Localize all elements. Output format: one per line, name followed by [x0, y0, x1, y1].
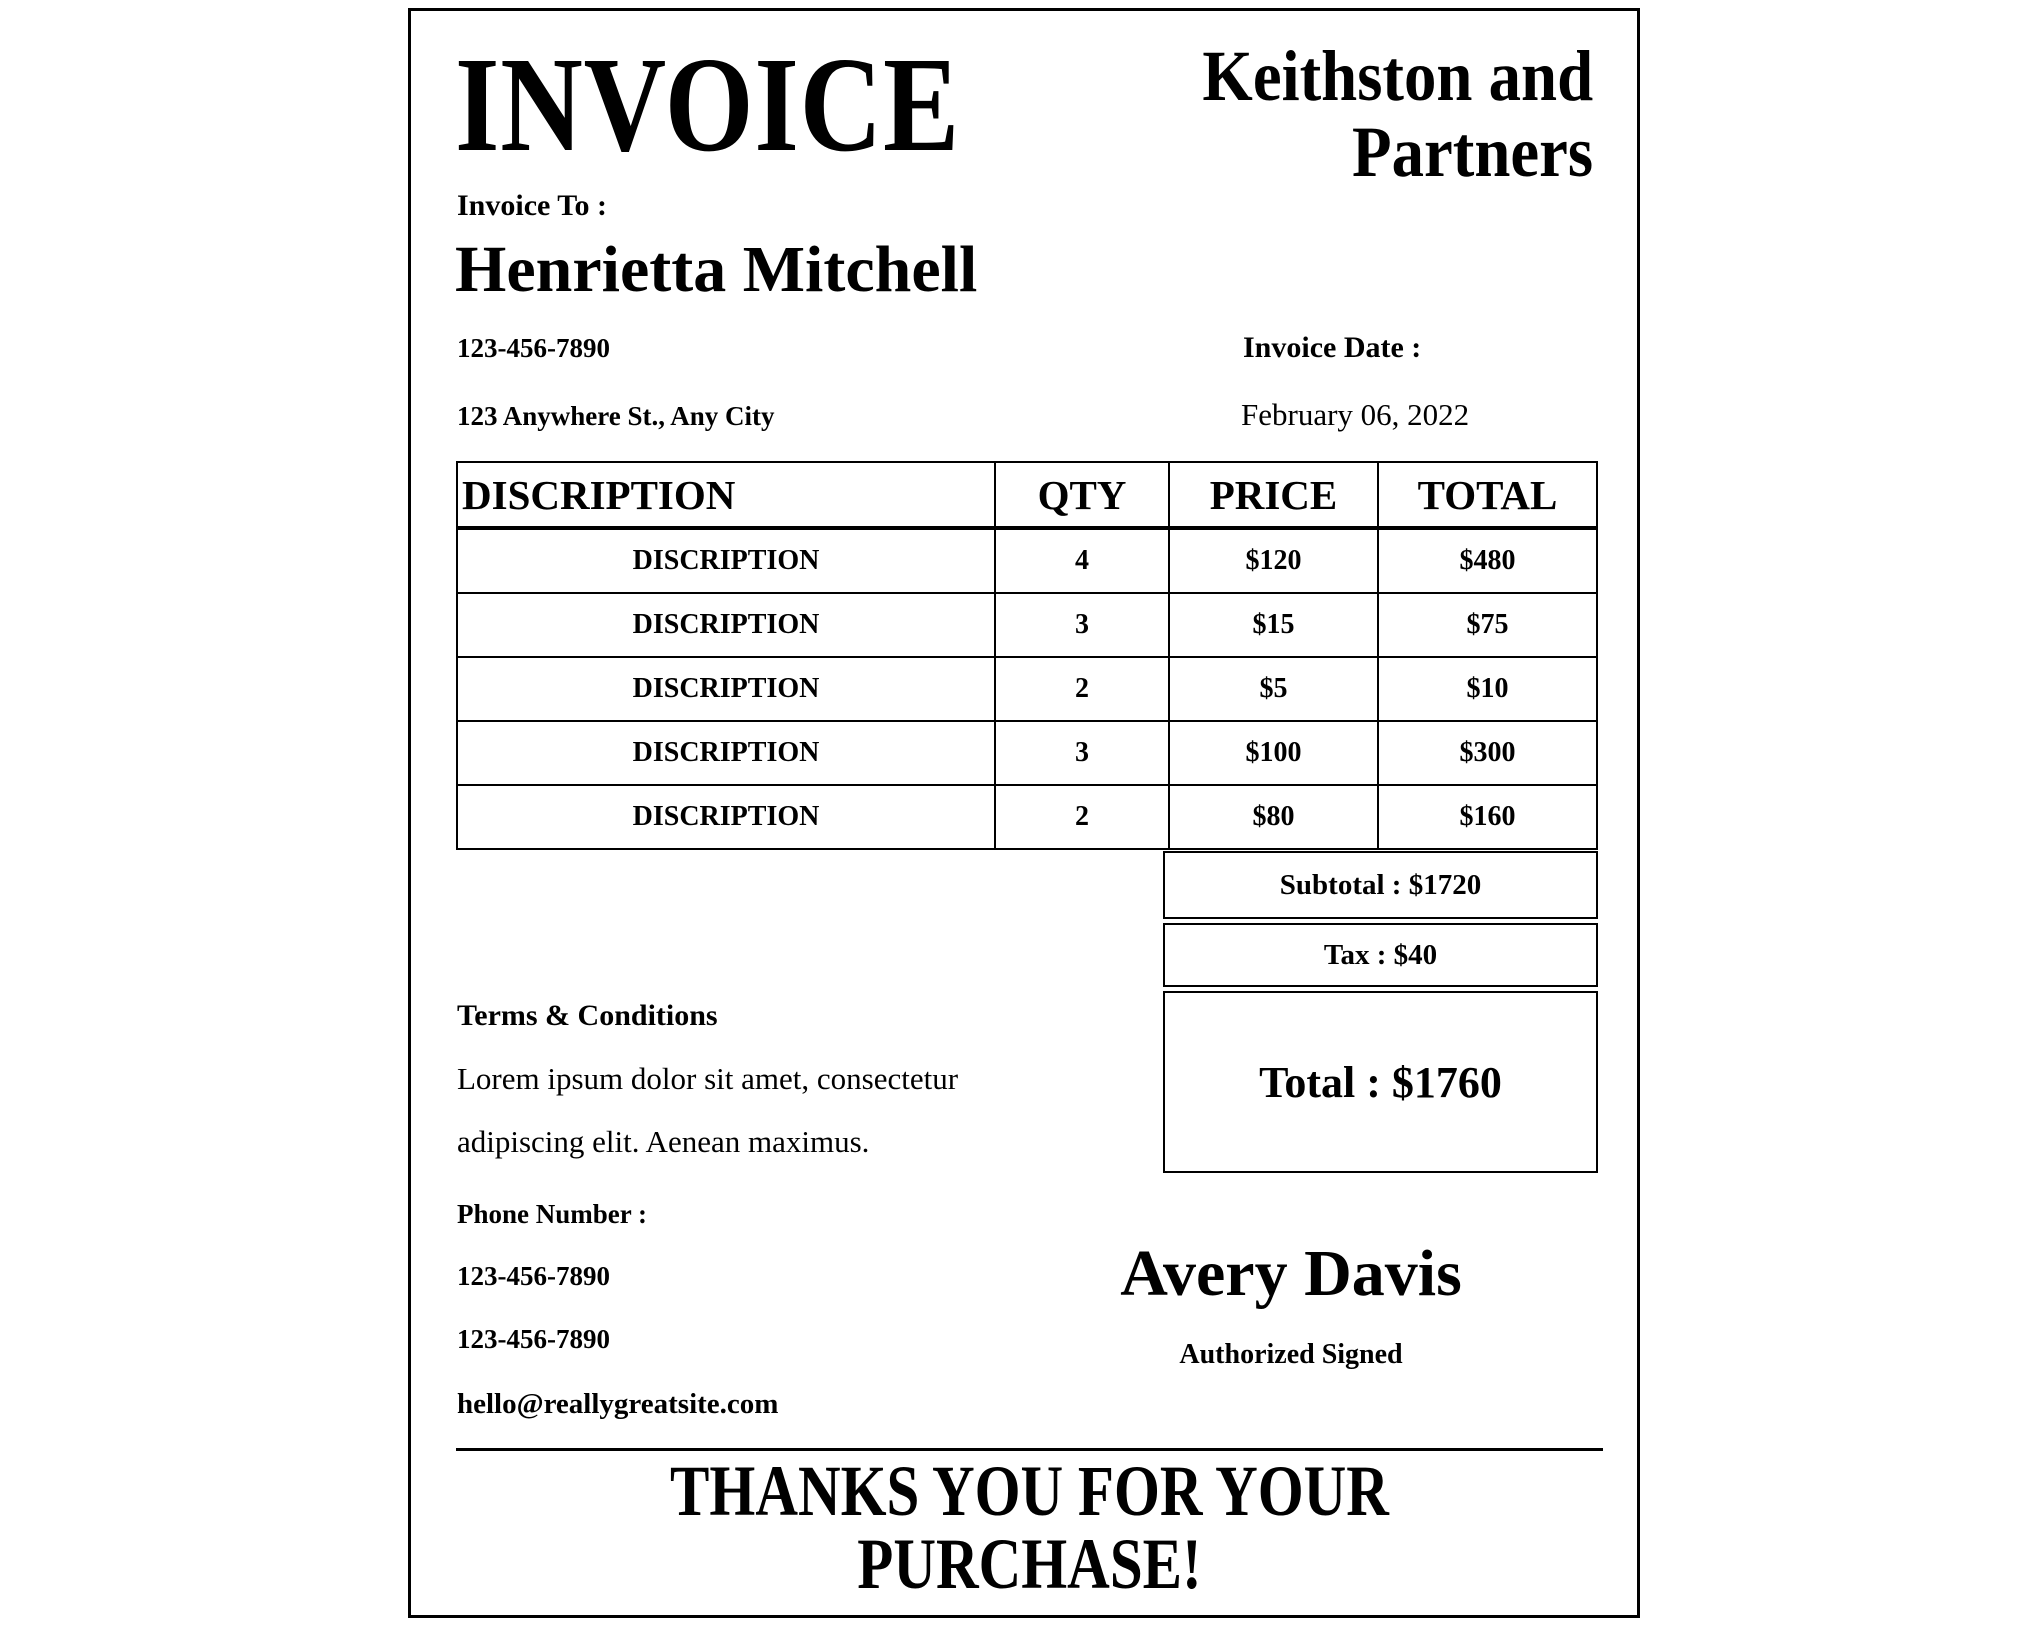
tax-box: Tax : $40: [1163, 923, 1598, 987]
terms-text-line: Lorem ipsum dolor sit amet, consectetur: [457, 1061, 959, 1096]
phone-number: 123-456-7890: [457, 1324, 610, 1354]
header-qty: QTY: [995, 462, 1169, 528]
signatory-name: Avery Davis: [1120, 1237, 1462, 1310]
cell-total: $480: [1378, 528, 1597, 593]
cell-description: DISCRIPTION: [457, 721, 995, 785]
table-row: [457, 785, 1597, 849]
cell-description: DISCRIPTION: [457, 528, 995, 593]
company-name: [1202, 36, 1593, 192]
table-row: [457, 657, 1597, 721]
table-row: [457, 593, 1597, 657]
invoice-date-value: February 06, 2022: [1241, 397, 1470, 432]
cell-description: DISCRIPTION: [457, 785, 995, 849]
cell-price: $5: [1169, 657, 1378, 721]
company-name-line1: Keithston and: [1202, 36, 1593, 116]
phone-heading: Phone Number :: [457, 1199, 648, 1229]
cell-qty: 3: [995, 721, 1169, 785]
cell-price: $15: [1169, 593, 1378, 657]
company-name-line2: Partners: [1351, 111, 1593, 192]
customer-address: 123 Anywhere St., Any City: [457, 401, 775, 431]
subtotal-box: Subtotal : $1720: [1163, 851, 1598, 919]
header-total: TOTAL: [1378, 462, 1597, 528]
invoice-to-label: Invoice To :: [457, 189, 608, 222]
invoice-page: [408, 8, 1640, 1618]
total-box: Total : $1760: [1163, 991, 1598, 1173]
cell-total: $75: [1378, 593, 1597, 657]
email-address: hello@reallygreatsite.com: [457, 1388, 779, 1420]
invoice-date-label: Invoice Date :: [1243, 331, 1422, 364]
cell-qty: 3: [995, 593, 1169, 657]
cell-description: DISCRIPTION: [457, 657, 995, 721]
cell-total: $10: [1378, 657, 1597, 721]
cell-qty: 4: [995, 528, 1169, 593]
header-description: DISCRIPTION: [457, 462, 995, 528]
customer-phone: 123-456-7890: [457, 333, 610, 363]
table-row: [457, 721, 1597, 785]
terms-heading: Terms & Conditions: [457, 999, 718, 1032]
phone-number: 123-456-7890: [457, 1261, 610, 1291]
cell-qty: 2: [995, 657, 1169, 721]
signatory-caption: Authorized Signed: [1179, 1339, 1403, 1370]
invoice-title: INVOICE: [455, 30, 961, 180]
thanks-message: [559, 1451, 1500, 1605]
header-price: PRICE: [1169, 462, 1378, 528]
cell-price: $80: [1169, 785, 1378, 849]
items-table-header-row: [457, 462, 1597, 528]
cell-total: $300: [1378, 721, 1597, 785]
cell-qty: 2: [995, 785, 1169, 849]
cell-price: $120: [1169, 528, 1378, 593]
terms-text-line: adipiscing elit. Aenean maximus.: [457, 1124, 870, 1159]
thanks-message-line2: PURCHASE!: [857, 1524, 1202, 1605]
signature-block: [1011, 1237, 1571, 1371]
cell-total: $160: [1378, 785, 1597, 849]
thanks-message-line1: THANKS YOU FOR YOUR: [670, 1451, 1389, 1531]
customer-name: Henrietta Mitchell: [455, 233, 978, 306]
items-table: [456, 461, 1598, 850]
cell-description: DISCRIPTION: [457, 593, 995, 657]
table-row: [457, 528, 1597, 593]
cell-price: $100: [1169, 721, 1378, 785]
